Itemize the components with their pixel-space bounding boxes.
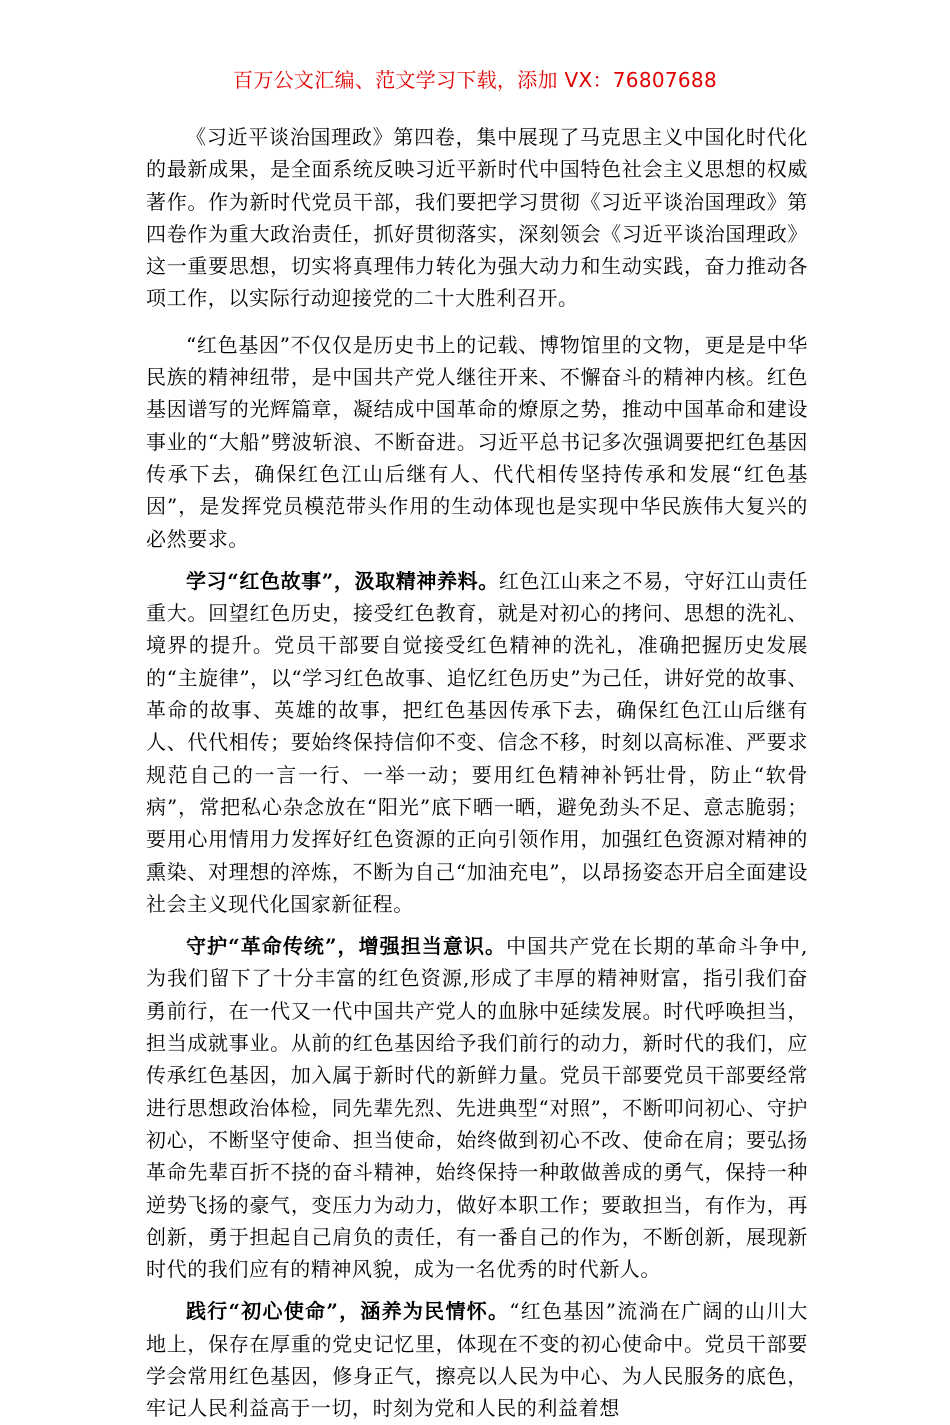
article-body [146, 121, 808, 1425]
paragraph-lead-heading: 学习“红色故事”，汲取精神养料。 [186, 568, 499, 593]
download-notice-header: 百万公文汇编、范文学习下载，添加 VX：76807688 [233, 68, 717, 92]
paragraph-text: 红色江山来之不易，守好江山责任重大。回望红色历史，接受红色教育，就是对初心的拷问、思想的洗礼、境界的提升。党员干部要自觉接受红色精神的洗礼，准确把握历史发展的“主旋律”，以“学习红色故事、追忆红色历史”为己任，讲好党的故事、革命的故事、英雄的故事，把红色基因传承下去，确保红色江山后继有人、代代相传；要始终保持信仰不变、信念不移，时刻以高标准、严要求规范自己的一言一行、一举一动；要用红色精神补钙壮骨，防止“软骨病”，常把私心杂念放在“阳光”底下晒一晒，避免劲头不足、意志脆弱；要用心用情用力发挥好红色资源的正向引领作用，加强红色资源对精神的熏染、对理想的淬炼，不断为自己“加油充电”，以昂扬姿态开启全面建设社会主义现代化国家新征程。 [146, 568, 809, 916]
paragraph-text: 中国共产党在长期的革命斗争中,为我们留下了十分丰富的红色资源,形成了丰厚的精神财富，指引我们奋勇前行，在一代又一代中国共产党人的血脉中延续发展。时代呼唤担当，担当成就事业。从前的红色基因给予我们前行的动力，新时代的我们，应传承红色基因，加入属于新时代的新鲜力量。党员干部要党员干部要经常进行思想政治体检，同先辈先烈、先进典型“对照”，不断叩问初心、守护初心，不断坚守使命、担当使命，始终做到初心不改、使命在肩；要弘扬革命先辈百折不挠的奋斗精神，始终保持一种敢做善成的勇气，保持一种逆势飞扬的豪气，变压力为动力，做好本职工作；要敢担当，有作为，再创新，勇于担起自己肩负的责任，有一番自己的作为，不断创新，展现新时代的我们应有的精神风貌，成为一名优秀的时代新人。 [146, 934, 808, 1282]
paragraph-red-gene [146, 329, 808, 555]
paragraph-original-mission [146, 1295, 808, 1424]
paragraph-lead-heading: 践行“初心使命”，涵养为民情怀。 [186, 1299, 510, 1324]
paragraph-text: “红色基因”流淌在广阔的山川大地上，保存在厚重的党史记忆里，体现在不变的初心使命中。党员干部要学会常用红色基因，修身正气，擦亮以人民为中心、为人民服务的底色，牢记人民利益高于一切，时刻为党和人民的利益着想 [146, 1299, 809, 1421]
paragraph-text: 《习近平谈治国理政》第四卷，集中展现了马克思主义中国化时代化的最新成果，是全面系统反映习近平新时代中国特色社会主义思想的权威著作。作为新时代党员干部，我们要把学习贯彻《习近平谈治国理政》第四卷作为重大政治责任，抓好贯彻落实，深刻领会《习近平谈治国理政》这一重要思想，切实将真理伟力转化为强大动力和生动实践，奋力推动各项工作，以实际行动迎接党的二十大胜利召开。 [146, 125, 808, 311]
paragraph-text: “红色基因”不仅仅是历史书上的记载、博物馆里的文物，更是是中华民族的精神纽带，是中国共产党人继往开来、不懈奋斗的精神内核。红色基因谱写的光辉篇章，凝结成中国革命的燎原之势，推动中国革命和建设事业的“大船”劈波斩浪、不断奋进。习近平总书记多次强调要把红色基因传承下去，确保红色江山后继有人、代代相传坚持传承和发展“红色基因”，是发挥党员模范带头作用的生动体现也是实现中华民族伟大复兴的必然要求。 [146, 332, 808, 551]
paragraph-intro [146, 121, 808, 315]
paragraph-lead-heading: 守护“革命传统”，增强担当意识。 [186, 934, 507, 959]
paragraph-revolutionary-tradition [146, 930, 808, 1285]
paragraph-red-stories [146, 565, 808, 920]
